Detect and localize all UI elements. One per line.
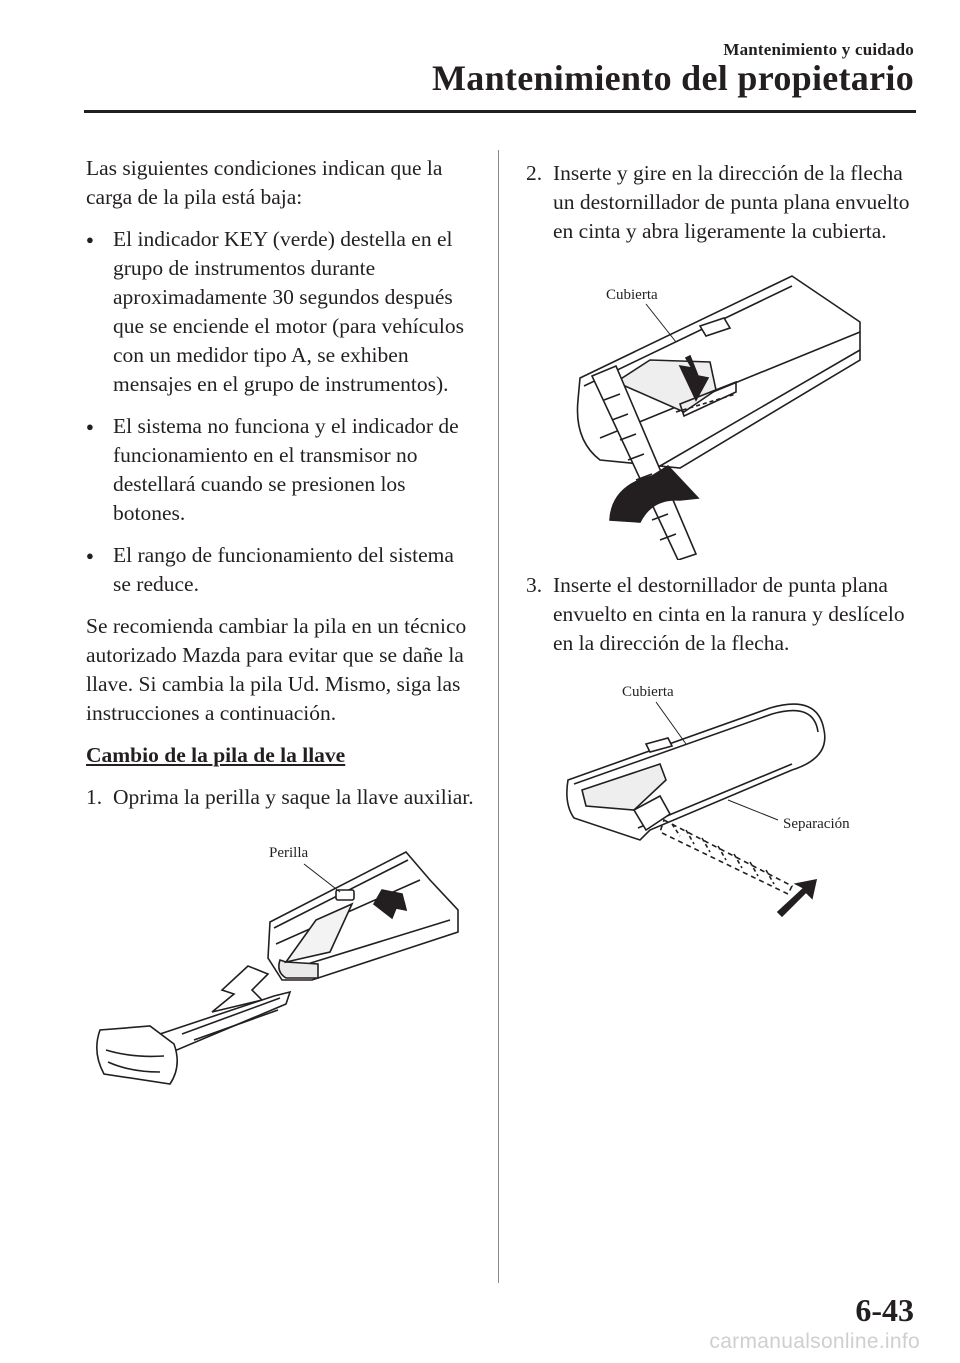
bullet-item [86,541,476,599]
column-divider [498,150,499,1283]
figure-label-gap: Separación [783,816,850,832]
recommendation-paragraph: Se recomienda cambiar la pila en un técnico autorizado Mazda para evitar que se dañe la llave. Si cambia la pila Ud. Mismo, siga las instrucciones a continuación. [86,614,467,725]
header-rule [84,110,916,113]
figure-slide-screwdriver [560,680,890,930]
section-subheading: Cambio de la pila de la llave [86,743,346,767]
step-number: 1. [86,785,103,809]
screwdriver-illustration [560,270,880,560]
step-2 [526,159,916,246]
right-column-lower [526,571,916,671]
step-number: 3. [526,573,543,597]
bullet-icon: ● [86,548,94,563]
step-3 [526,571,916,658]
left-column [86,154,476,825]
right-column [526,159,916,259]
page-number: 6-43 [855,1292,914,1328]
figure-label-cover: Cubierta [606,287,658,303]
bullet-item [86,225,476,399]
bullet-item [86,412,476,528]
bullet-text: El rango de funcionamiento del sistema se reduce. [113,543,454,596]
figure-label-knob: Perilla [269,845,309,861]
step-text: Oprima la perilla y saque la llave auxiliar. [113,785,474,809]
bullet-icon: ● [86,419,94,434]
step-1 [86,783,476,812]
page-title: Mantenimiento del propietario [432,58,914,98]
watermark: carmanualsonline.info [709,1330,920,1353]
bullet-text: El sistema no funciona y el indicador de funcionamiento en el transmisor no destellará cuando se presionen los botones. [113,414,459,525]
step-number: 2. [526,161,543,185]
figure-remove-aux-key [90,840,470,1100]
step-text: Inserte y gire en la dirección de la flecha un destornillador de punta plana envuelto en cinta y abra ligeramente la cubierta. [553,161,910,243]
callout-line [90,840,470,1100]
step-text: Inserte el destornillador de punta plana envuelto en cinta en la ranura y deslícelo en la dirección de la flecha. [553,573,905,655]
section-title: Mantenimiento y cuidado [723,40,914,59]
intro-paragraph: Las siguientes condiciones indican que la carga de la pila está baja: [86,156,443,209]
figure-pry-cover [560,270,880,560]
bullet-text: El indicador KEY (verde) destella en el grupo de instrumentos durante aproximadamente 30 segundos después que se enciende el motor (para vehículos con un medidor tipo A, se exhiben mensajes en el grupo de instrumentos). [113,227,465,396]
figure-label-cover: Cubierta [622,684,674,700]
groove-illustration [560,680,890,930]
bullet-icon: ● [86,232,94,247]
